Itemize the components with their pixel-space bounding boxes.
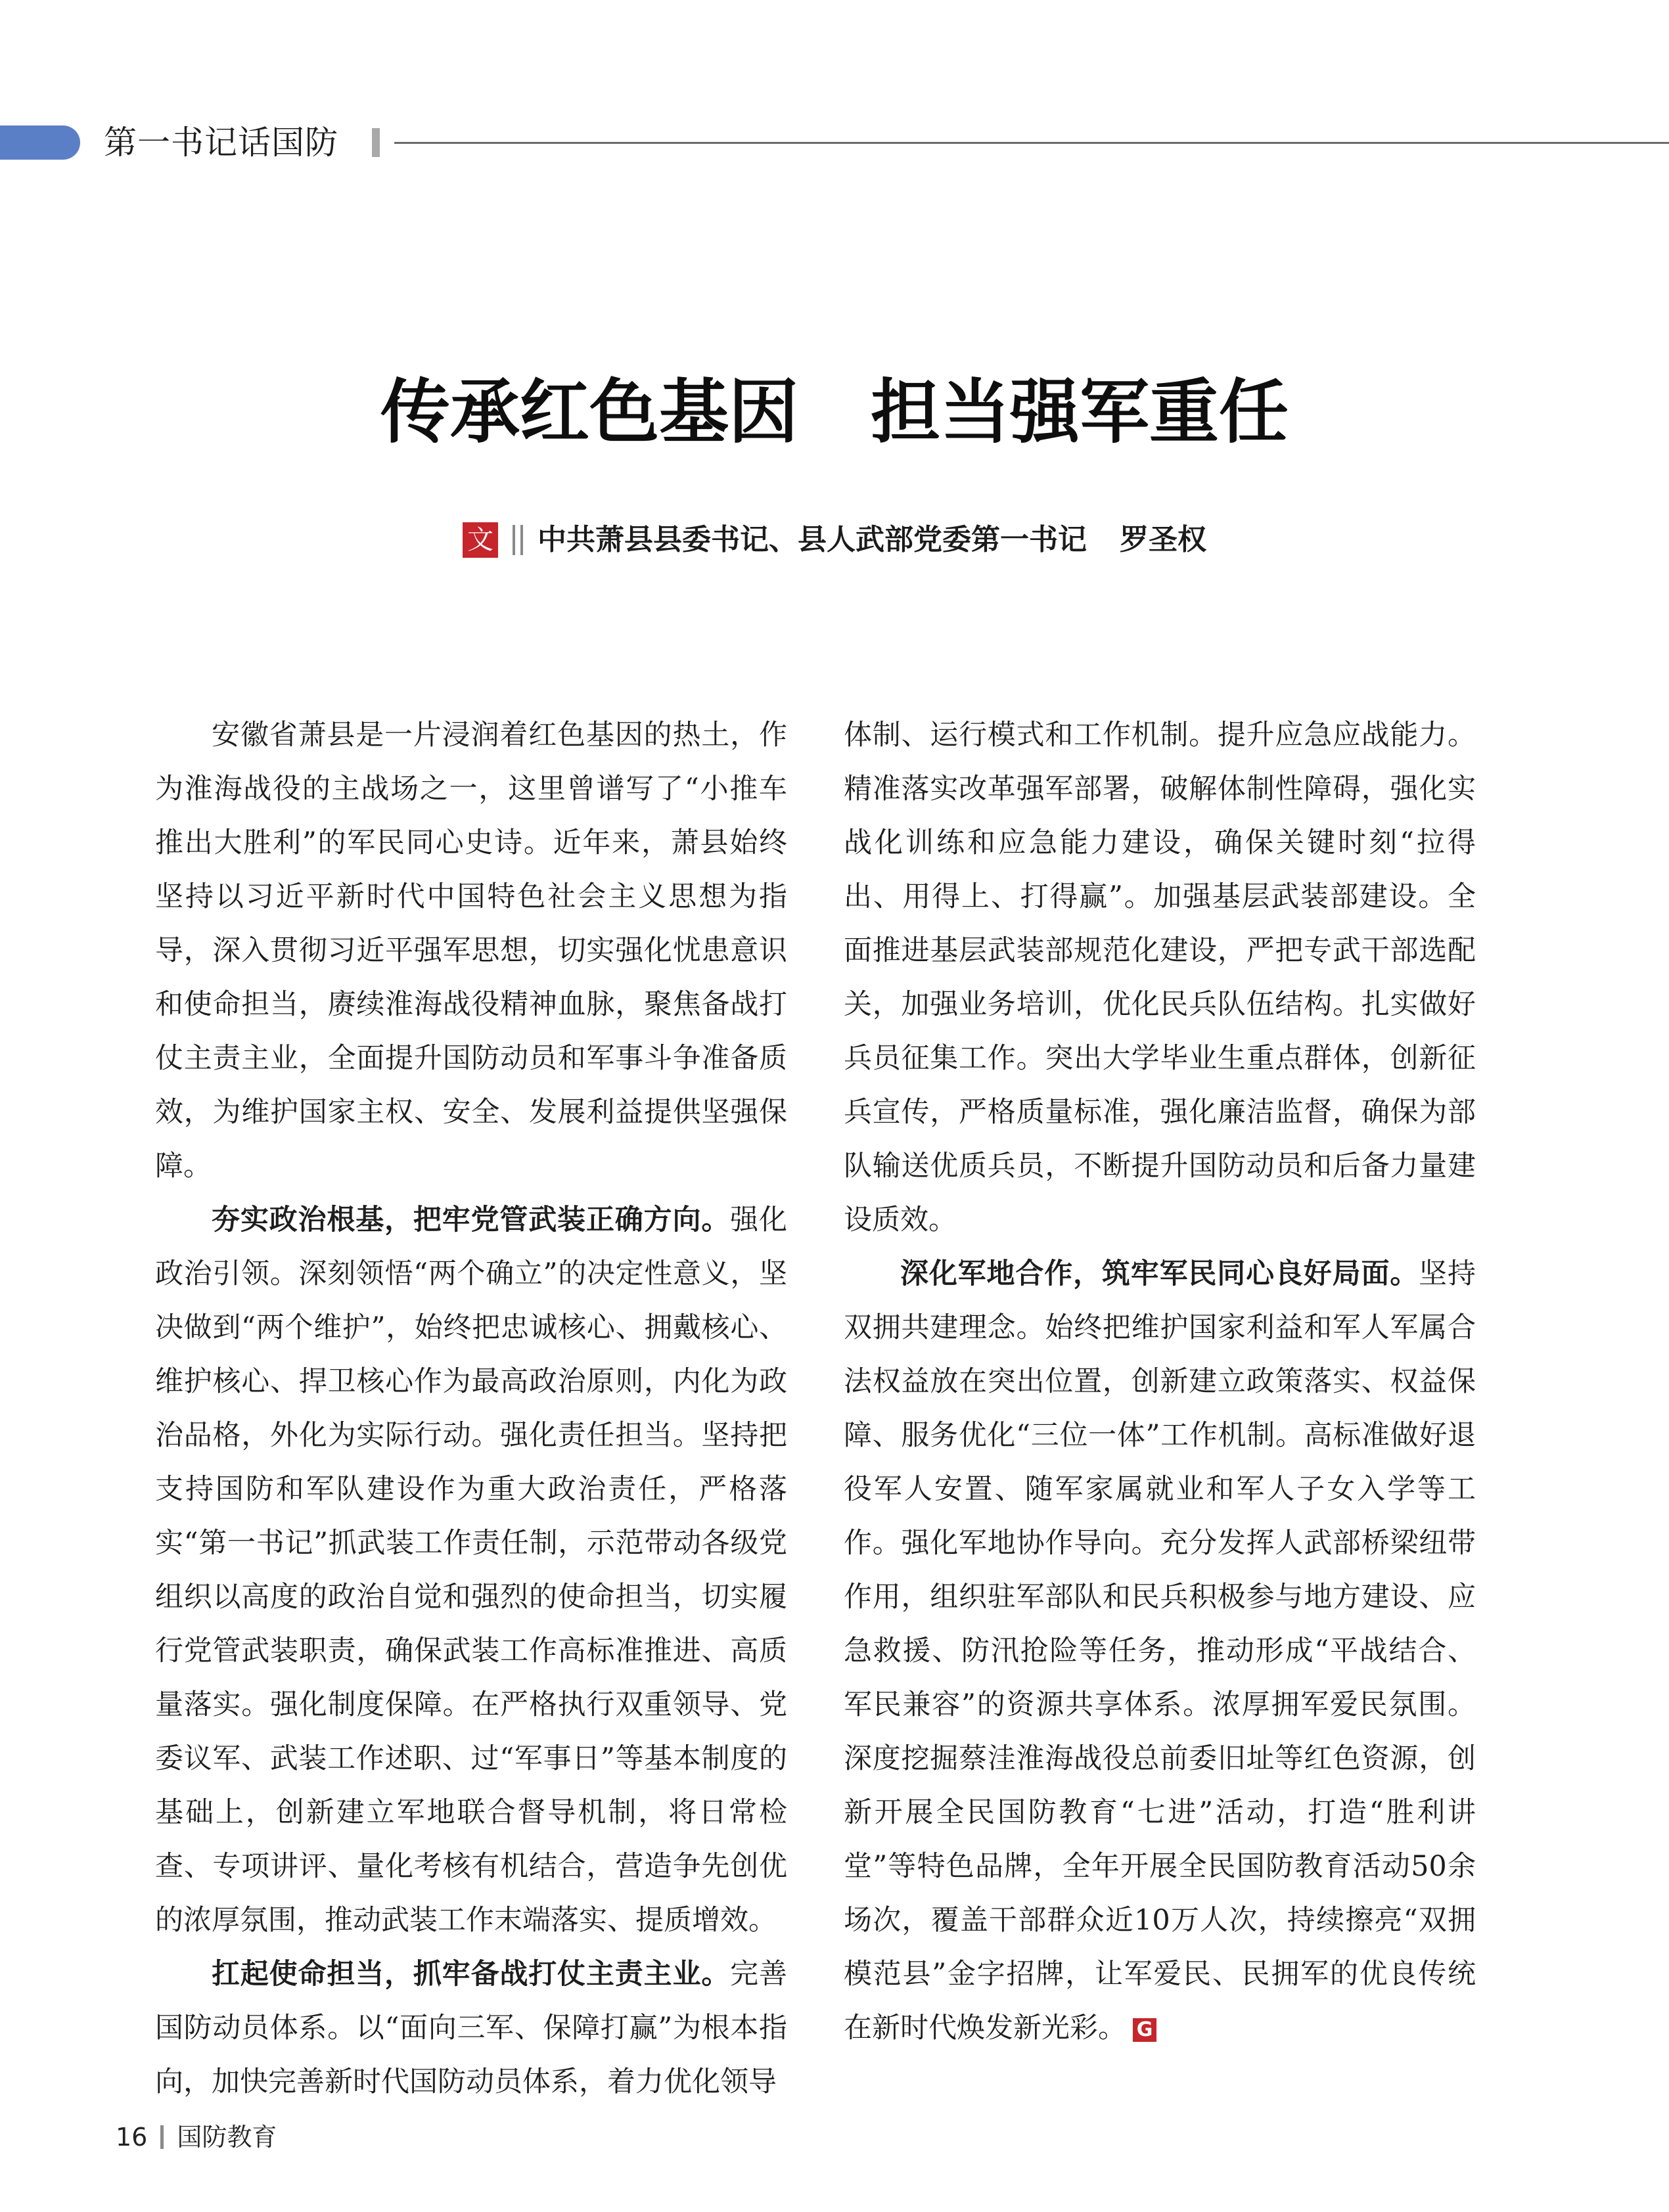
paragraph-lead: 夯实政治根基，把牢党管武装正确方向。 (212, 1204, 731, 1236)
paragraph-text: 完善国防动员体系。以“面向三军、保障打赢”为根本指向，加快完善新时代国防动员体系，着力优化领导 (155, 1958, 788, 2098)
paragraph-cooperation (844, 1247, 1476, 2055)
paragraph-lead: 扛起使命担当，抓牢备战打仗主责主业。 (212, 1958, 731, 1991)
body-column-left (155, 708, 787, 2109)
paragraph-text: 强化政治引领。深刻领悟“两个确立”的决定性意义，坚决做到“两个维护”，始终把忠诚核心、拥戴核心、维护核心、捍卫核心作为最高政治原则，内化为政治品格，外化为实际行动。强化责任担当。坚持把支持国防和军队建设作为重大政治责任，严格落实“第一书记”抓武装工作责任制，示范带动各级党组织以高度的政治自觉和强烈的使命担当，切实履行党管武装职责，确保武装工作高标准推进、高质量落实。强化制度保障。在严格执行双重领导、党委议军、武装工作述职、过“军事日”等基本制度的基础上，创新建立军地联合督导机制，将日常检查、专项讲评、量化考核有机结合，营造争先创优的浓厚氛围，推动武装工作末端落实、提质增效。 (155, 1204, 788, 1937)
header-separator-bar (372, 128, 380, 157)
paragraph-mission (155, 1947, 787, 2109)
paragraph-intro: 安徽省萧县是一片浸润着红色基因的热土，作为淮海战役的主战场之一，这里曾谱写了“小推车推出大胜利”的军民同心史诗。近年来，萧县始终坚持以习近平新时代中国特色社会主义思想为指导，深入贯彻习近平强军思想，切实强化忧患意识和使命担当，赓续淮海战役精神血脉，聚焦备战打仗主责主业，全面提升国防动员和军事斗争准备质效，为维护国家主权、安全、发展利益提供坚强保障。 (155, 719, 787, 1183)
byline-separator (513, 525, 523, 555)
paragraph-politics (155, 1193, 787, 1947)
body-column-right (844, 708, 1476, 2055)
footer-separator (160, 2125, 164, 2149)
byline (0, 518, 1669, 560)
page-number: 16 (116, 2122, 148, 2152)
section-header (0, 120, 1669, 166)
magazine-name: 国防教育 (177, 2122, 277, 2152)
author-name: 罗圣权 (1120, 523, 1206, 556)
end-mark-icon: G (1133, 2018, 1156, 2042)
page-footer (116, 2115, 277, 2155)
header-accent-pill (0, 125, 80, 160)
article-title-part2: 担当强军重任 (871, 372, 1289, 453)
author-title: 中共萧县县委书记、县人武部党委第一书记 (537, 523, 1087, 556)
article-title-part1: 传承红色基因 (380, 372, 798, 453)
byline-label-badge: 文 (463, 522, 498, 558)
section-title: 第一书记话国防 (104, 124, 338, 162)
article-title (0, 367, 1669, 459)
paragraph-lead: 深化军地合作，筑牢军民同心良好局面。 (900, 1257, 1419, 1290)
paragraph-mission-continued: 体制、运行模式和工作机制。提升应急应战能力。精准落实改革强军部署，破解体制性障碍，强化实战化训练和应急能力建设，确保关键时刻“拉得出、用得上、打得赢”。加强基层武装部建设。全面推进基层武装部规范化建设，严把专武干部选配关，加强业务培训，优化民兵队伍结构。扎实做好兵员征集工作。突出大学毕业生重点群体，创新征兵宣传，严格质量标准，强化廉洁监督，确保为部队输送优质兵员，不断提升国防动员和后备力量建设质效。 (844, 719, 1476, 1236)
paragraph-text: 坚持双拥共建理念。始终把维护国家利益和军人军属合法权益放在突出位置，创新建立政策落实、权益保障、服务优化“三位一体”工作机制。高标准做好退役军人安置、随军家属就业和军人子女入学等工作。强化军地协作导向。充分发挥人武部桥梁纽带作用，组织驻军部队和民兵积极参与地方建设、应急救援、防汛抢险等任务，推动形成“平战结合、军民兼容”的资源共享体系。浓厚拥军爱民氛围。深度挖掘蔡洼淮海战役总前委旧址等红色资源，创新开展全民国防教育“七进”活动，打造“胜利讲堂”等特色品牌，全年开展全民国防教育活动50余场次，覆盖干部群众近10万人次，持续擦亮“双拥模范县”金字招牌，让军爱民、民拥军的优良传统在新时代焕发新光彩。 (844, 1257, 1476, 2044)
header-rule-line (394, 142, 1669, 144)
